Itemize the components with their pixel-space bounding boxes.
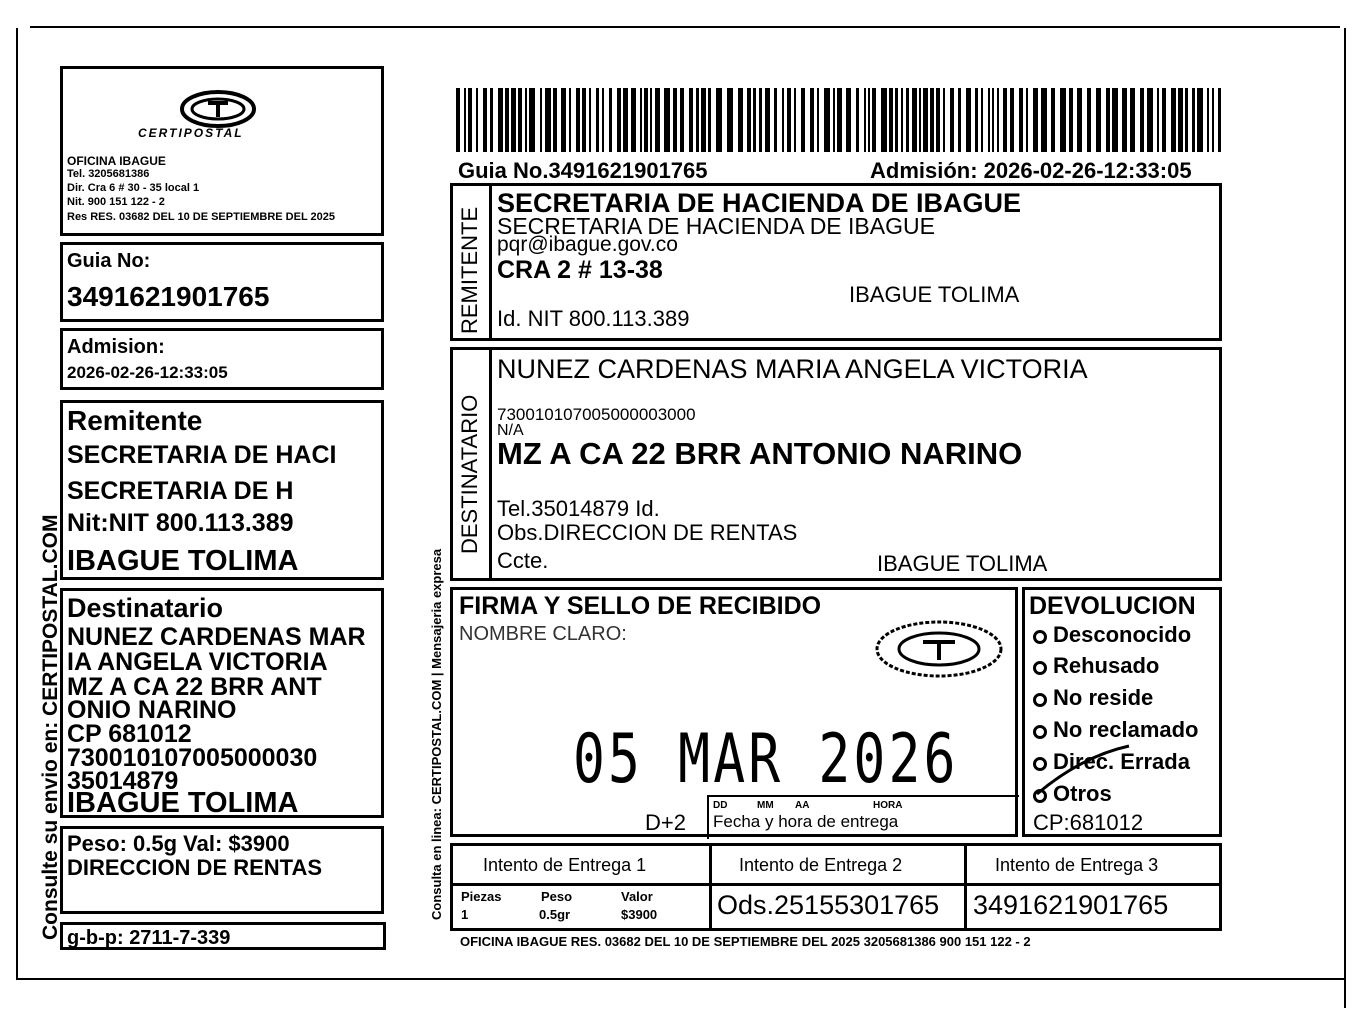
radio-icon	[1033, 693, 1047, 707]
barcode-bar	[617, 88, 621, 152]
destinatario-label: DESTINATARIO	[457, 394, 482, 554]
devolucion-box	[1022, 587, 1222, 837]
destinatario-address: MZ A CA 22 BRR ANTONIO NARINO	[497, 436, 1023, 471]
barcode-bar	[664, 88, 670, 152]
barcode	[456, 88, 1224, 154]
barcode-bar	[650, 88, 652, 152]
barcode-bar	[966, 88, 971, 152]
barcode-bar	[881, 88, 887, 152]
remitente-name2: SECRETARIA DE HACIENDA DE IBAGUE	[497, 213, 935, 239]
barcode-bar	[774, 88, 777, 152]
barcode-bar	[476, 88, 478, 152]
admision-box	[60, 328, 384, 390]
devolucion-option[interactable]: No reside	[1033, 687, 1153, 709]
page-border-top	[30, 26, 1340, 28]
barcode-bar	[868, 88, 870, 152]
piezas-label: Piezas	[461, 889, 502, 904]
barcode-bar	[930, 88, 934, 152]
barcode-bar	[644, 88, 648, 152]
barcode-bar	[545, 88, 551, 152]
barcode-bar	[1019, 88, 1023, 152]
intento-header: Intento de Entrega 1	[483, 855, 647, 875]
consulta-side-text: Consulta en linea: CERTIPOSTAL.COM | Mensajeria expresa	[429, 548, 444, 920]
remitente-id: Id. NIT 800.113.389	[497, 306, 690, 331]
barcode-bar	[988, 88, 990, 152]
barcode-bar	[856, 88, 859, 152]
fecha-col-dd: DD	[713, 800, 728, 811]
left-destinatario-line: 730010107005000030	[67, 744, 318, 772]
left-remitente-line: IBAGUE TOLIMA	[67, 545, 299, 577]
left-destinatario-line: 35014879	[67, 767, 179, 795]
page-border-bottom	[16, 978, 1346, 980]
barcode-bar	[569, 88, 571, 152]
header-admision: Admisión: 2026-02-26-12:33:05	[870, 158, 1192, 183]
barcode-bar	[912, 88, 917, 152]
barcode-bar	[1077, 88, 1082, 152]
radio-icon	[1033, 630, 1047, 644]
barcode-bar	[701, 88, 706, 152]
barcode-bar	[1185, 88, 1188, 152]
barcode-bar	[1069, 88, 1073, 152]
barcode-bar	[529, 88, 535, 152]
admision-value: 2026-02-26-12:33:05	[67, 363, 228, 382]
firma-box	[450, 587, 1018, 837]
barcode-bar	[753, 88, 756, 152]
barcode-bar	[787, 88, 791, 152]
intentos-col-divider	[709, 846, 712, 928]
barcode-bar	[975, 88, 978, 152]
fecha-col-aa: AA	[795, 800, 810, 811]
firma-nombre: NOMBRE CLARO:	[459, 623, 627, 645]
destinatario-name: NUNEZ CARDENAS MARIA ANGELA VICTORIA	[497, 354, 1088, 384]
peso-value: 0.5gr	[539, 907, 571, 922]
office-tel: Tel. 3205681386	[67, 168, 150, 180]
devolucion-option[interactable]: Direc. Errada	[1033, 751, 1190, 773]
office-name: OFICINA IBAGUE	[67, 154, 166, 168]
barcode-bar	[631, 88, 636, 152]
intentos-guia: 3491621901765	[973, 890, 1169, 920]
fecha-col-mm: MM	[757, 800, 774, 811]
left-destinatario-line: CP 681012	[67, 720, 192, 748]
barcode-bar	[640, 88, 642, 152]
fecha-label: Fecha y hora de entrega	[713, 812, 899, 831]
remitente-box	[450, 183, 1222, 341]
barcode-bar	[468, 88, 472, 152]
barcode-bar	[582, 88, 586, 152]
barcode-bar	[553, 88, 557, 152]
barcode-bar	[456, 88, 460, 152]
left-destinatario-box	[60, 588, 384, 818]
barcode-bar	[596, 88, 599, 152]
fecha-area	[707, 795, 1019, 839]
barcode-bar	[923, 88, 928, 152]
gbp-value: g-b-p: 2711-7-339	[67, 927, 231, 949]
barcode-bar	[801, 88, 805, 152]
barcode-bar	[846, 88, 851, 152]
barcode-bar	[810, 88, 814, 152]
guia-label: Guia No:	[67, 250, 151, 272]
obs-line: DIRECCION DE RENTAS	[67, 855, 323, 880]
peso-box	[60, 826, 384, 914]
radio-icon	[1033, 661, 1047, 675]
radio-icon	[1033, 725, 1047, 739]
gbp-box	[60, 922, 386, 950]
remitente-city: IBAGUE TOLIMA	[849, 282, 1020, 307]
left-remitente-line: SECRETARIA DE HACI	[67, 441, 337, 469]
firma-title: FIRMA Y SELLO DE RECIBIDO	[459, 592, 822, 620]
left-remitente-line: Nit:NIT 800.113.389	[67, 509, 294, 537]
header-guia: Guia No.3491621901765	[458, 158, 708, 183]
barcode-bar	[738, 88, 743, 152]
left-remitente-box	[60, 400, 384, 580]
barcode-bar	[1087, 88, 1091, 152]
barcode-bar	[518, 88, 522, 152]
barcode-bar	[1130, 88, 1135, 152]
barcode-bar	[1041, 88, 1047, 152]
valor-value: $3900	[621, 907, 658, 922]
remitente-divider	[489, 186, 492, 338]
barcode-bar	[609, 88, 612, 152]
check-mark-icon	[1033, 742, 1133, 798]
intentos-row-divider	[453, 883, 1219, 886]
intento-header: Intento de Entrega 2	[739, 855, 903, 875]
barcode-bar	[589, 88, 591, 152]
destinatario-obs: Obs.DIRECCION DE RENTAS	[497, 520, 798, 545]
barcode-bar	[794, 88, 796, 152]
destinatario-ccte: Ccte.	[497, 548, 549, 573]
barcode-bar	[895, 88, 898, 152]
barcode-bar	[765, 88, 770, 152]
valor-label: Valor	[621, 889, 653, 904]
remitente-name: SECRETARIA DE HACIENDA DE IBAGUE	[497, 188, 1022, 218]
stamp-date: 05 MAR 2026	[573, 720, 959, 799]
barcode-bar	[759, 88, 762, 152]
barcode-bar	[498, 88, 503, 152]
barcode-bar	[1060, 88, 1066, 152]
remitente-email: pqr@ibague.gov.co	[497, 233, 678, 256]
barcode-bar	[689, 88, 693, 152]
barcode-bar	[872, 88, 876, 152]
barcode-bar	[919, 88, 921, 152]
barcode-bar	[1051, 88, 1055, 152]
barcode-bar	[864, 88, 866, 152]
barcode-bar	[747, 88, 751, 152]
company-box	[60, 66, 384, 236]
devolucion-option[interactable]: Otros	[1033, 783, 1112, 805]
barcode-bar	[1096, 88, 1101, 152]
barcode-bar	[981, 88, 983, 152]
barcode-bar	[833, 88, 835, 152]
barcode-bar	[576, 88, 580, 152]
barcode-bar	[782, 88, 784, 152]
footer-text: OFICINA IBAGUE RES. 03682 DEL 10 DE SEPTIEMBRE DEL 2025 3205681386 900 151 122 - 2	[460, 934, 1031, 949]
barcode-bar	[901, 88, 903, 152]
ods-value: Ods.25155301765	[717, 890, 940, 920]
peso-label: Peso	[541, 889, 573, 904]
d2-label: D+2	[645, 810, 686, 835]
left-destinatario-line: IBAGUE TOLIMA	[67, 787, 299, 819]
peso-line: Peso: 0.5g Val: $3900	[67, 831, 290, 856]
barcode-bar	[655, 88, 660, 152]
barcode-bar	[1033, 88, 1038, 152]
barcode-bar	[943, 88, 945, 152]
left-destinatario-line: IA ANGELA VICTORIA	[67, 648, 328, 676]
barcode-bar	[1162, 88, 1166, 152]
barcode-bar	[1003, 88, 1007, 152]
barcode-bar	[511, 88, 516, 152]
destinatario-city: IBAGUE TOLIMA	[877, 551, 1048, 576]
devolucion-option[interactable]: Rehusado	[1033, 655, 1159, 677]
barcode-bar	[950, 88, 954, 152]
remitente-label: REMITENTE	[457, 206, 482, 334]
barcode-bar	[936, 88, 940, 152]
intentos-col-divider	[964, 846, 967, 928]
destinatario-divider	[489, 350, 492, 578]
barcode-bar	[696, 88, 699, 152]
office-dir: Dir. Cra 6 # 30 - 35 local 1	[67, 182, 200, 194]
barcode-bar	[992, 88, 994, 152]
left-remitente-title: Remitente	[67, 405, 203, 436]
barcode-bar	[958, 88, 961, 152]
stamp-logo-icon	[873, 618, 1005, 680]
barcode-bar	[1140, 88, 1144, 152]
barcode-bar	[889, 88, 893, 152]
barcode-bar	[490, 88, 493, 152]
barcode-bar	[1171, 88, 1176, 152]
left-remitente-line: SECRETARIA DE H	[67, 477, 294, 505]
devolucion-title: DEVOLUCION	[1029, 592, 1196, 620]
remitente-address: CRA 2 # 13-38	[497, 256, 663, 284]
barcode-bar	[1197, 88, 1203, 152]
guia-box	[60, 242, 384, 322]
barcode-bar	[1112, 88, 1118, 152]
barcode-bar	[561, 88, 566, 152]
barcode-bar	[1192, 88, 1195, 152]
barcode-bar	[1010, 88, 1014, 152]
barcode-bar	[673, 88, 677, 152]
barcode-bar	[1157, 88, 1159, 152]
fecha-col-hora: HORA	[873, 800, 903, 811]
left-destinatario-line: ONIO NARINO	[67, 696, 237, 724]
barcode-bar	[837, 88, 842, 152]
intentos-table	[450, 843, 1222, 931]
barcode-bar	[1218, 88, 1221, 152]
barcode-bar	[602, 88, 604, 152]
destinatario-na: N/A	[497, 422, 524, 439]
barcode-bar	[1026, 88, 1028, 152]
barcode-bar	[1212, 88, 1214, 152]
barcode-bar	[1106, 88, 1110, 152]
logo-text: CERTIPOSTAL	[138, 126, 244, 140]
devolucion-cp: CP:681012	[1033, 810, 1144, 835]
barcode-bar	[1122, 88, 1127, 152]
barcode-bar	[680, 88, 684, 152]
left-destinatario-line: MZ A CA 22 BRR ANT	[67, 673, 322, 701]
guia-value: 3491621901765	[67, 281, 270, 312]
office-res: Res RES. 03682 DEL 10 DE SEPTIEMBRE DEL 2025	[67, 211, 335, 223]
barcode-bar	[505, 88, 509, 152]
barcode-bar	[483, 88, 487, 152]
left-destinatario-line: NUNEZ CARDENAS MAR	[67, 623, 366, 651]
destinatario-code: 730010107005000003000	[497, 405, 696, 424]
barcode-bar	[1178, 88, 1183, 152]
barcode-bar	[623, 88, 628, 152]
barcode-bar	[525, 88, 527, 152]
barcode-bar	[997, 88, 999, 152]
page-border-left	[16, 28, 18, 978]
admision-label: Admision:	[67, 336, 165, 358]
destinatario-tel: Tel.35014879 Id.	[497, 496, 660, 521]
barcode-bar	[464, 88, 466, 152]
consulte-side-text: Consulte su envio en: CERTIPOSTAL.COM	[39, 514, 62, 940]
barcode-bar	[906, 88, 909, 152]
barcode-bar	[540, 88, 542, 152]
devolucion-option[interactable]: No reclamado	[1033, 719, 1199, 741]
barcode-bar	[727, 88, 733, 152]
devolucion-option[interactable]: Desconocido	[1033, 624, 1191, 646]
destinatario-box	[450, 347, 1222, 581]
barcode-bar	[1207, 88, 1209, 152]
barcode-bar	[716, 88, 722, 152]
certipostal-logo-icon	[178, 89, 258, 129]
page-border-right	[1344, 28, 1346, 1008]
intento-header: Intento de Entrega 3	[995, 855, 1159, 875]
barcode-bar	[708, 88, 711, 152]
office-nit: Nit. 900 151 122 - 2	[67, 196, 165, 208]
barcode-bar	[1147, 88, 1153, 152]
piezas-value: 1	[461, 907, 469, 922]
barcode-bar	[824, 88, 830, 152]
barcode-bar	[817, 88, 819, 152]
left-destinatario-title: Destinatario	[67, 593, 224, 623]
